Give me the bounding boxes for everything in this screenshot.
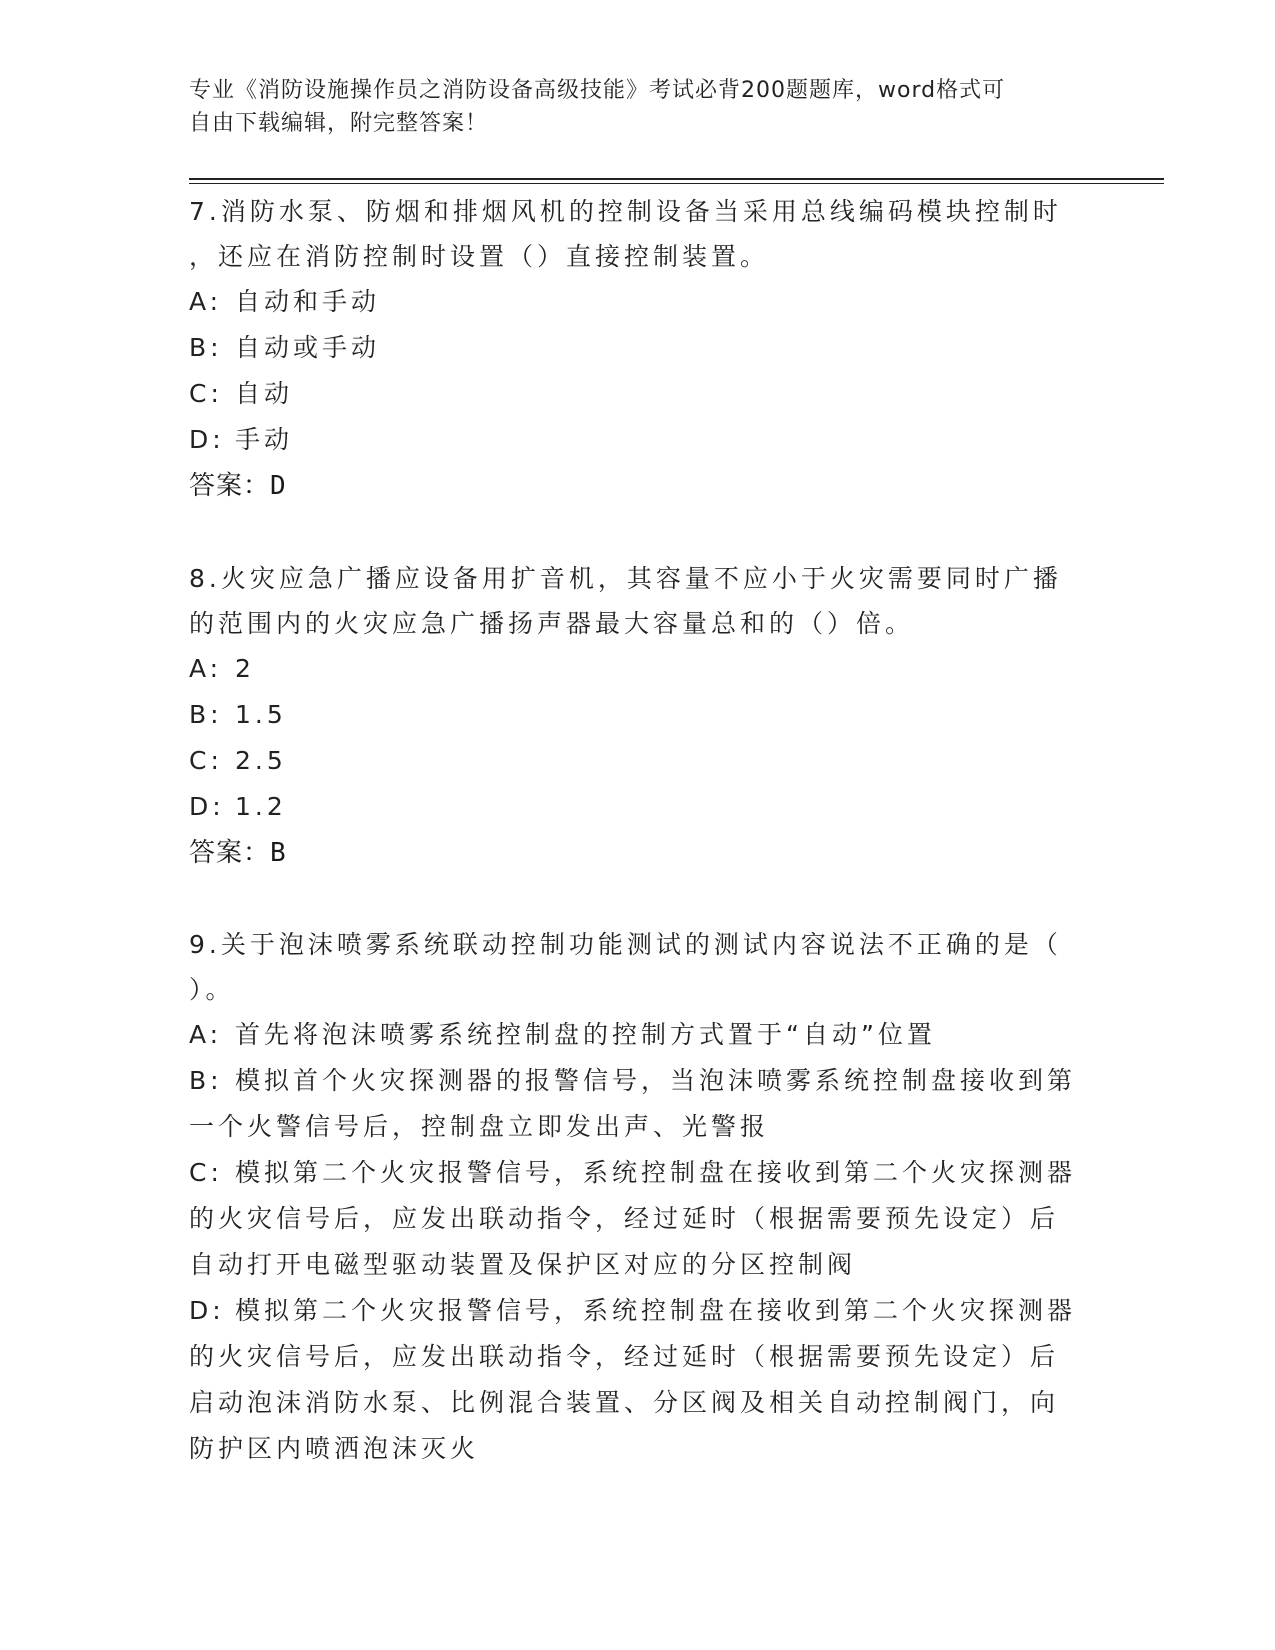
option-d: [189, 784, 1089, 830]
option-label: D:: [189, 792, 225, 821]
question-8: [189, 556, 1089, 876]
option-text-continuation: 防护区内喷洒泡沫灭火: [189, 1434, 480, 1463]
option-label: D:: [189, 1296, 225, 1325]
option-text: 1.5: [235, 700, 287, 729]
question-stem-line: 9.关于泡沫喷雾系统联动控制功能测试的测试内容说法不正确的是（: [189, 930, 1062, 959]
option-text: 模拟第二个火灾报警信号，系统控制盘在接收到第二个火灾探测器: [235, 1296, 1077, 1325]
option-text: 模拟首个火灾探测器的报警信号，当泡沫喷雾系统控制盘接收到第: [235, 1066, 1077, 1095]
option-text-continuation: 一个火警信号后，控制盘立即发出声、光警报: [189, 1112, 770, 1141]
option-c: [189, 371, 1089, 417]
option-text-continuation: 的火灾信号后，应发出联动指令，经过延时（根据需要预先设定）后: [189, 1204, 1060, 1233]
option-d: [189, 417, 1089, 463]
option-label: A:: [189, 287, 223, 316]
option-a: [189, 1012, 1089, 1058]
option-text: 2: [235, 654, 255, 683]
option-text: 自动或手动: [235, 333, 381, 362]
option-label: B:: [189, 1066, 223, 1095]
option-a: [189, 646, 1089, 692]
question-9: [189, 922, 1089, 1472]
option-label: A:: [189, 1020, 223, 1049]
option-text-continuation: 的火灾信号后，应发出联动指令，经过延时（根据需要预先设定）后: [189, 1342, 1060, 1371]
question-stem-line: ）。: [189, 975, 235, 1004]
option-text: 手动: [235, 425, 294, 454]
option-a: [189, 279, 1089, 325]
header-divider-thick: [189, 178, 1164, 180]
option-c: [189, 1150, 1089, 1196]
question-7: [189, 189, 1089, 509]
header-divider-thin: [189, 183, 1164, 184]
option-b: [189, 692, 1089, 738]
document-header: [189, 74, 1089, 140]
option-text: 模拟第二个火灾报警信号，系统控制盘在接收到第二个火灾探测器: [235, 1158, 1077, 1187]
option-label: D:: [189, 425, 225, 454]
option-label: C:: [189, 379, 223, 408]
option-text-continuation: 自动打开电磁型驱动装置及保护区对应的分区控制阀: [189, 1250, 857, 1279]
option-text: 首先将泡沫喷雾系统控制盘的控制方式置于“自动”位置: [235, 1020, 936, 1049]
option-text: 自动: [235, 379, 294, 408]
option-text-continuation: 启动泡沫消防水泵、比例混合装置、分区阀及相关自动控制阀门，向: [189, 1388, 1060, 1417]
option-label: B:: [189, 333, 223, 362]
question-stem-line: ，还应在消防控制时设置（）直接控制装置。: [189, 242, 770, 271]
option-text: 2.5: [235, 746, 287, 775]
question-stem-line: 8.火灾应急广播应设备用扩音机，其容量不应小于火灾需要同时广播: [189, 564, 1062, 593]
header-line-2: 自由下载编辑，附完整答案！: [189, 111, 489, 136]
option-label: C:: [189, 1158, 223, 1187]
option-b: [189, 325, 1089, 371]
header-line-1: 专业《消防设施操作员之消防设备高级技能》考试必背200题题库，word格式可: [189, 78, 1006, 103]
answer-line: 答案：B: [189, 838, 287, 868]
option-text: 1.2: [235, 792, 287, 821]
option-label: A:: [189, 654, 223, 683]
question-stem-line: 的范围内的火灾应急广播扬声器最大容量总和的（）倍。: [189, 609, 915, 638]
option-d: [189, 1288, 1089, 1334]
option-text: 自动和手动: [235, 287, 381, 316]
option-label: C:: [189, 746, 223, 775]
answer-line: 答案：D: [189, 471, 287, 501]
question-stem-line: 7.消防水泵、防烟和排烟风机的控制设备当采用总线编码模块控制时: [189, 197, 1062, 226]
option-b: [189, 1058, 1089, 1104]
option-label: B:: [189, 700, 223, 729]
option-c: [189, 738, 1089, 784]
